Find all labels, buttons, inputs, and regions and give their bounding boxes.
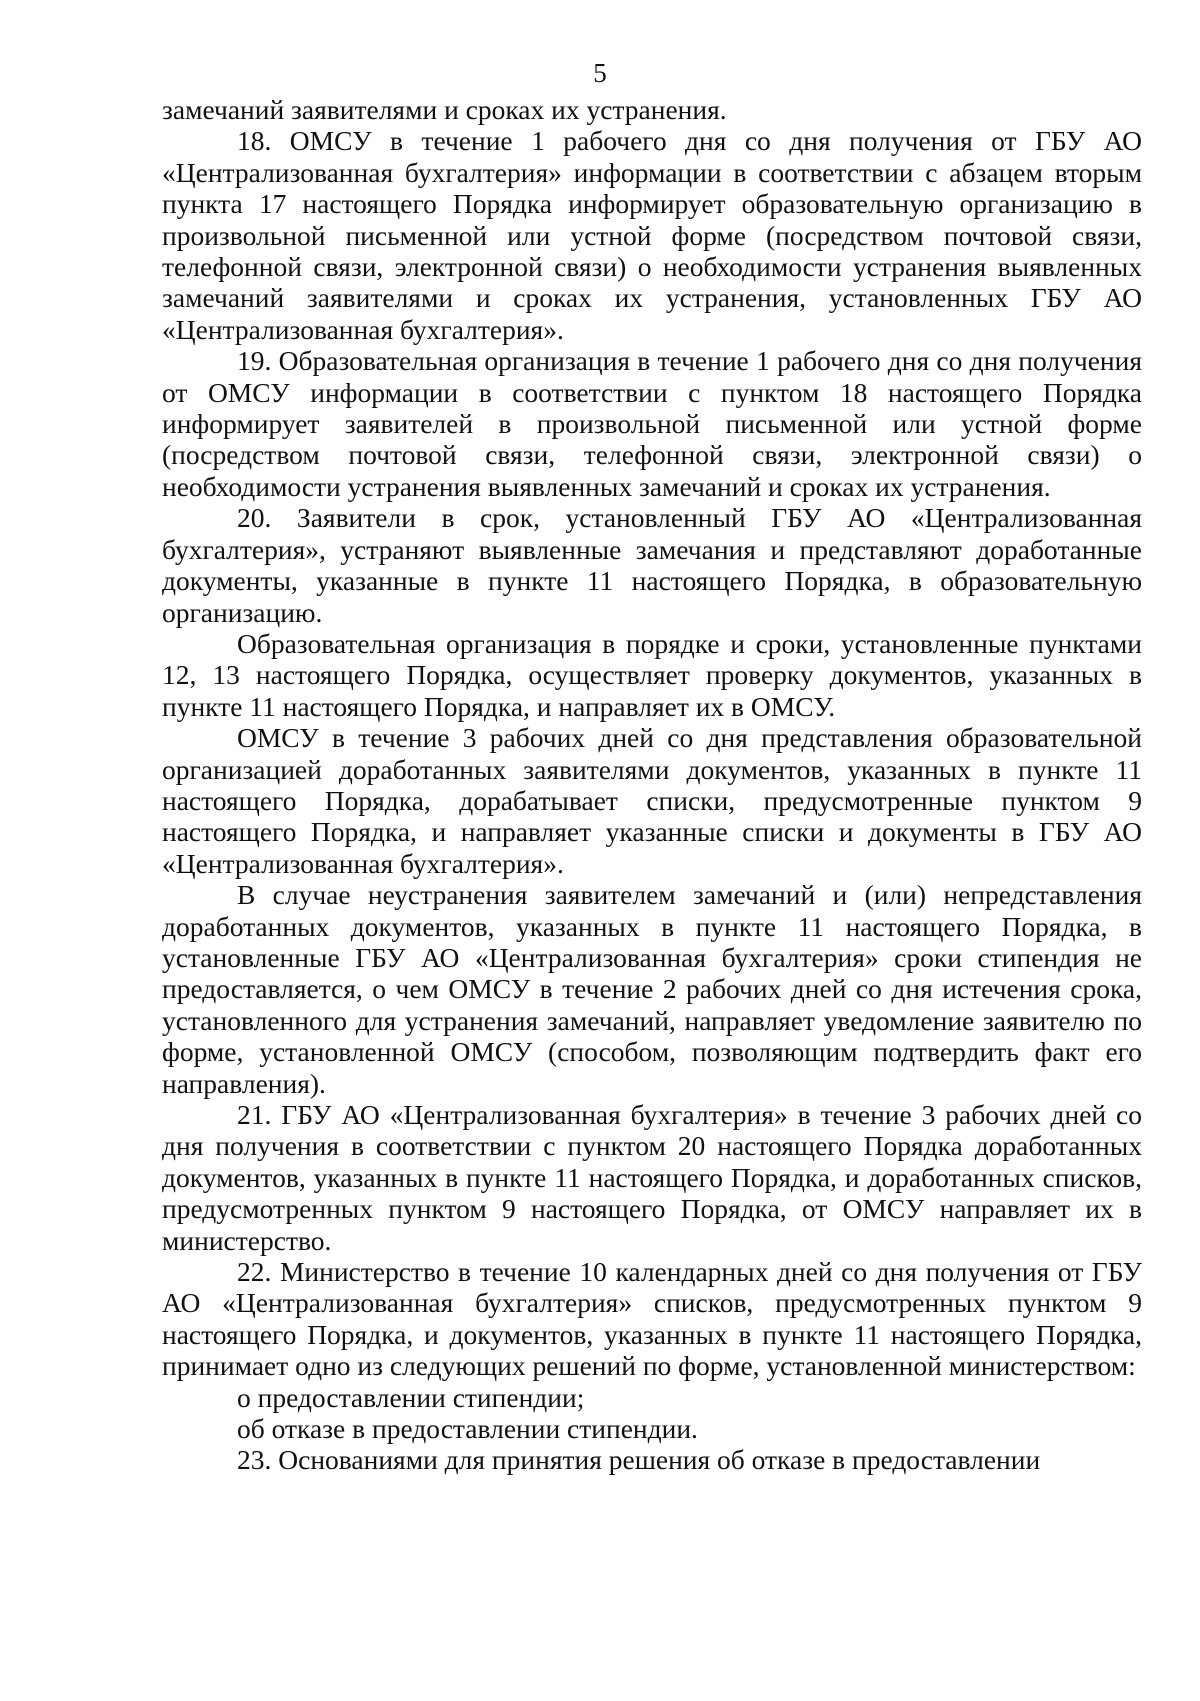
document-body	[162, 94, 1142, 1476]
paragraph-21: 21. ГБУ АО «Централизованная бухгалтерия» в течение 3 рабочих дней со дня получения в соответствии с пунктом 20 настоящего Порядка доработанных документов, указанных в пункте 11 настоящего Порядка, и доработанных списков, предусмотренных пунктом 9 настоящего Порядка, от ОМСУ направляет их в министерство.	[162, 1099, 1142, 1256]
paragraph-20-organization-check: Образовательная организация в порядке и сроки, установленные пунктами 12, 13 настоящего Порядка, осуществляет проверку документов, указанных в пункте 11 настоящего Порядка, и направляет их в ОМСУ.	[162, 627, 1142, 722]
paragraph-20-non-elimination: В случае неустранения заявителем замечаний и (или) непредставления доработанных документов, указанных в пункте 11 настоящего Порядка, в установленные ГБУ АО «Централизованная бухгалтерия» сроки стипендия не предоставляется, о чем ОМСУ в течение 2 рабочих дней со дня истечения срока, установленного для устранения замечаний, направляет уведомление заявителю по форме, установленной ОМСУ (способом, позволяющим подтвердить факт его направления).	[162, 879, 1142, 1099]
paragraph-18: 18. ОМСУ в течение 1 рабочего дня со дня получения от ГБУ АО «Централизованная бухгалтерия» информации в соответствии с абзацем вторым пункта 17 настоящего Порядка информирует образовательную организацию в произвольной письменной или устной форме (посредством почтовой связи, телефонной связи, электронной связи) о необходимости устранения выявленных замечаний заявителями и сроках их устранения, установленных ГБУ АО «Централизованная бухгалтерия».	[162, 125, 1142, 345]
decision-option-grant: о предоставлении стипендии;	[237, 1381, 585, 1413]
paragraph-20: 20. Заявители в срок, установленный ГБУ АО «Централизованная бухгалтерия», устраняют выявленные замечания и представляют доработанные документы, указанные в пункте 11 настоящего Порядка, в образовательную организацию.	[162, 502, 1142, 628]
decision-option-refusal: об отказе в предоставлении стипендии.	[237, 1413, 698, 1445]
page-number: 5	[593, 58, 607, 88]
paragraph-23: 23. Основаниями для принятия решения об отказе в предоставлении	[237, 1444, 1041, 1476]
paragraph-continuation: замечаний заявителями и сроках их устранения.	[162, 94, 727, 125]
paragraph-19: 19. Образовательная организация в течение 1 рабочего дня со дня получения от ОМСУ информации в соответствии с пунктом 18 настоящего Порядка информирует заявителей в произвольной письменной или устной форме (посредством почтовой связи, телефонной связи, электронной связи) о необходимости устранения выявленных замечаний и сроках их устранения.	[162, 345, 1142, 502]
paragraph-20-omsu-lists: ОМСУ в течение 3 рабочих дней со дня представления образовательной организацией доработанных заявителями документов, указанных в пункте 11 настоящего Порядка, дорабатывает списки, предусмотренные пунктом 9 настоящего Порядка, и направляет указанные списки и документы в ГБУ АО «Централизованная бухгалтерия».	[162, 722, 1142, 879]
paragraph-22: 22. Министерство в течение 10 календарных дней со дня получения от ГБУ АО «Централизованная бухгалтерия» списков, предусмотренных пунктом 9 настоящего Порядка, и документов, указанных в пункте 11 настоящего Порядка, принимает одно из следующих решений по форме, установленной министерством:	[162, 1256, 1142, 1382]
